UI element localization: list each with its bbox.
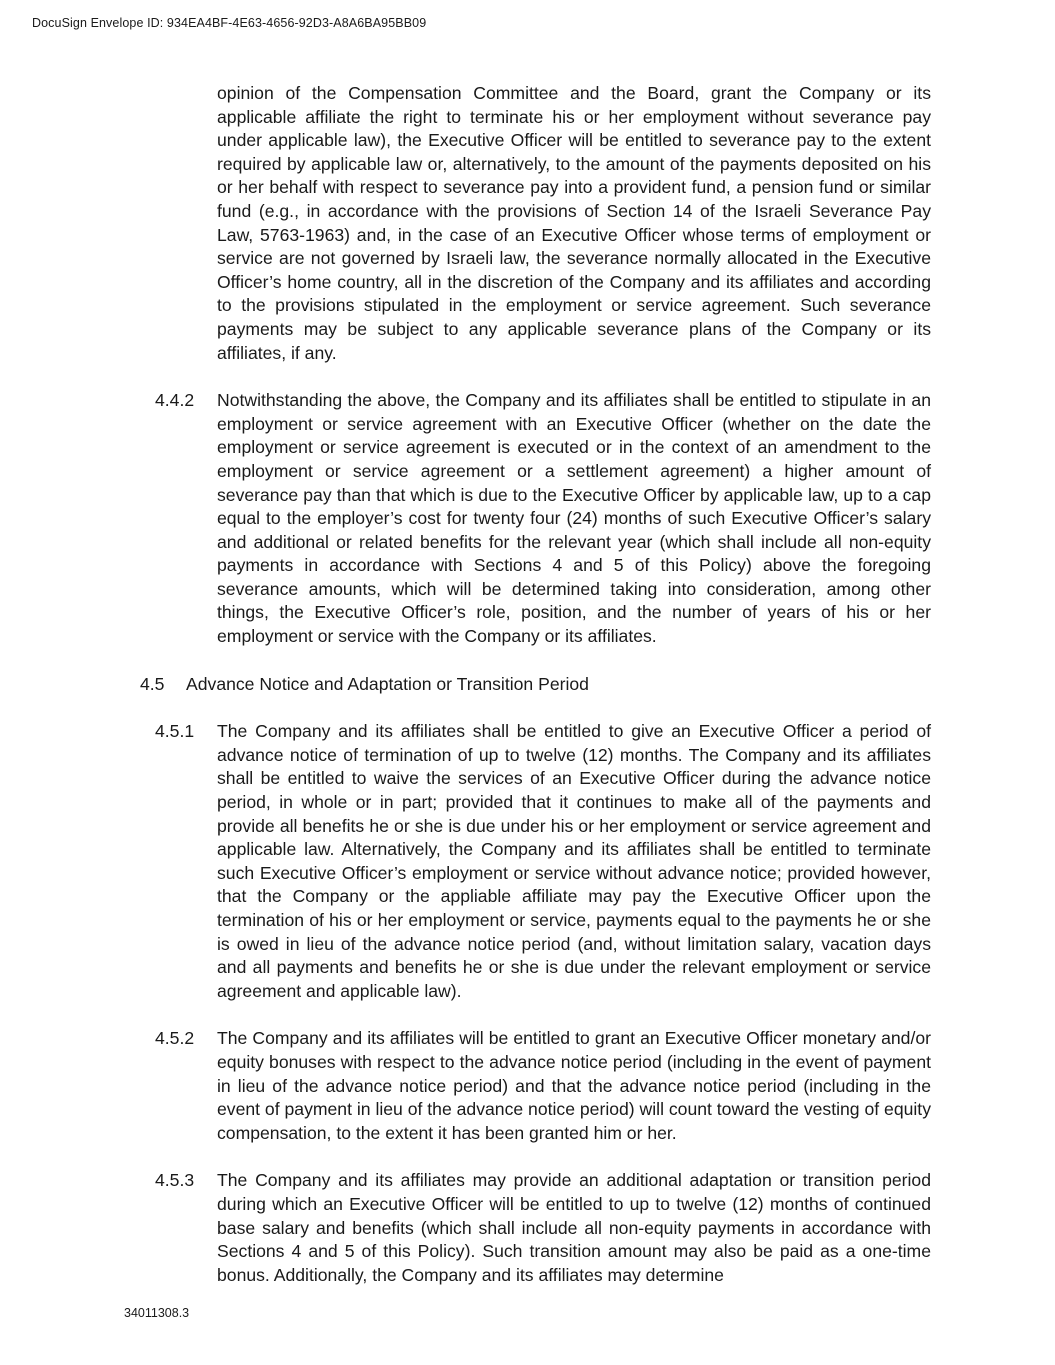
docusign-envelope-id: DocuSign Envelope ID: 934EA4BF-4E63-4656-92D3-A8A6BA95BB09 xyxy=(32,16,427,30)
paragraph-gap xyxy=(0,1003,1055,1027)
section-heading-4-5 xyxy=(140,673,1055,697)
paragraph-text: Notwithstanding the above, the Company and its affiliates shall be entitled to stipulate in an employment or service agreement with an Executive Officer (whether on the date the employment or service agreement is executed or in the context of an amendment to the employment or service agreement or a settlement agreement) a higher amount of severance pay than that which is due to the Executive Officer by applicable law, up to a cap equal to the employer’s cost for twenty four (24) months of such Executive Officer’s salary and additional or related benefits for the relevant year (which shall include all non-equity payments in accordance with Sections 4 and 5 of this Policy) above the foregoing severance amounts, which will be determined taking into consideration, among other things, the Executive Officer’s role, position, and the number of years of his or her employment or service with the Company or its affiliates. xyxy=(217,390,931,647)
paragraph-text: The Company and its affiliates will be entitled to grant an Executive Officer monetary and/or equity bonuses with respect to the advance notice period (including in the event of payment in lieu of the advance notice period) and that the advance notice period (including in the event of payment in lieu of the advance notice period) will count toward the vesting of equity compensation, to the extent it has been granted him or her. xyxy=(217,1028,931,1143)
paragraph-gap xyxy=(0,649,1055,673)
section-title: Advance Notice and Adaptation or Transition Period xyxy=(186,673,589,694)
paragraph-number: 4.4.2 xyxy=(155,390,195,411)
paragraph-number: 4.5.3 xyxy=(155,1170,195,1191)
paragraph-number: 4.5.2 xyxy=(155,1028,195,1049)
paragraph-gap xyxy=(0,696,1055,720)
paragraph-continuation: opinion of the Compensation Committee and the Board, grant the Company or its applicable affiliate the right to terminate his or her employment without severance pay under applicable law), the Executive Officer will be entitled to severance pay to the extent required by applicable law or, alternatively, to the amount of the payments deposited on his or her behalf with respect to severance pay into a provident fund, a pension fund or similar fund (e.g., in accordance with the provisions of Section 14 of the Israeli Severance Pay Law, 5763-1963) and, in the case of an Executive Officer whose terms of employment or service are not governed by Israeli law, the severance normally allocated in the Executive Officer’s home country, all in the discretion of the Company and its affiliates and according to the provisions stipulated in the employment or service agreement. Such severance payments may be subject to any applicable severance plans of the Company or its affiliates, if any. xyxy=(217,83,931,363)
document-body xyxy=(0,82,1055,1287)
section-number: 4.5 xyxy=(140,673,165,694)
paragraph-4-5-1 xyxy=(155,720,931,1003)
paragraph-text: The Company and its affiliates shall be entitled to give an Executive Officer a period of advance notice of termination of up to twelve (12) months. The Company and its affiliates shall be entitled to waive the services of an Executive Officer during the advance notice period, in whole or in part; provided that it continues to make all of the payments and provide all benefits he or she is due under his or her employment or service agreement and applicable law. Alternatively, the Company and its affiliates shall be entitled to terminate such Executive Officer’s employment or service without advance notice; provided however, that the Company or the appliable affiliate may pay the Executive Officer upon the termination of his or her employment or service, payments equal to the payments he or she is owed in lieu of the advance notice period (and, without limitation salary, vacation days and all payments and benefits he or she is due under the relevant employment or service agreement and applicable law). xyxy=(217,721,931,1001)
paragraph-gap xyxy=(0,1145,1055,1169)
paragraph-gap xyxy=(0,365,1055,389)
paragraph-number: 4.5.1 xyxy=(155,721,195,742)
paragraph-text: The Company and its affiliates may provide an additional adaptation or transition period during which an Executive Officer will be entitled to up to twelve (12) months of continued base salary and benefits (which shall include all non-equity payments in accordance with Sections 4 and 5 of this Policy). Such transition amount may also be paid as a one-time bonus. Additionally, the Company and its affiliates may determine xyxy=(217,1170,931,1285)
paragraph-4-4-2 xyxy=(155,389,931,649)
paragraph-4-5-2 xyxy=(155,1027,931,1145)
paragraph-4-5-3 xyxy=(155,1169,931,1287)
document-reference-number: 34011308.3 xyxy=(124,1306,190,1320)
